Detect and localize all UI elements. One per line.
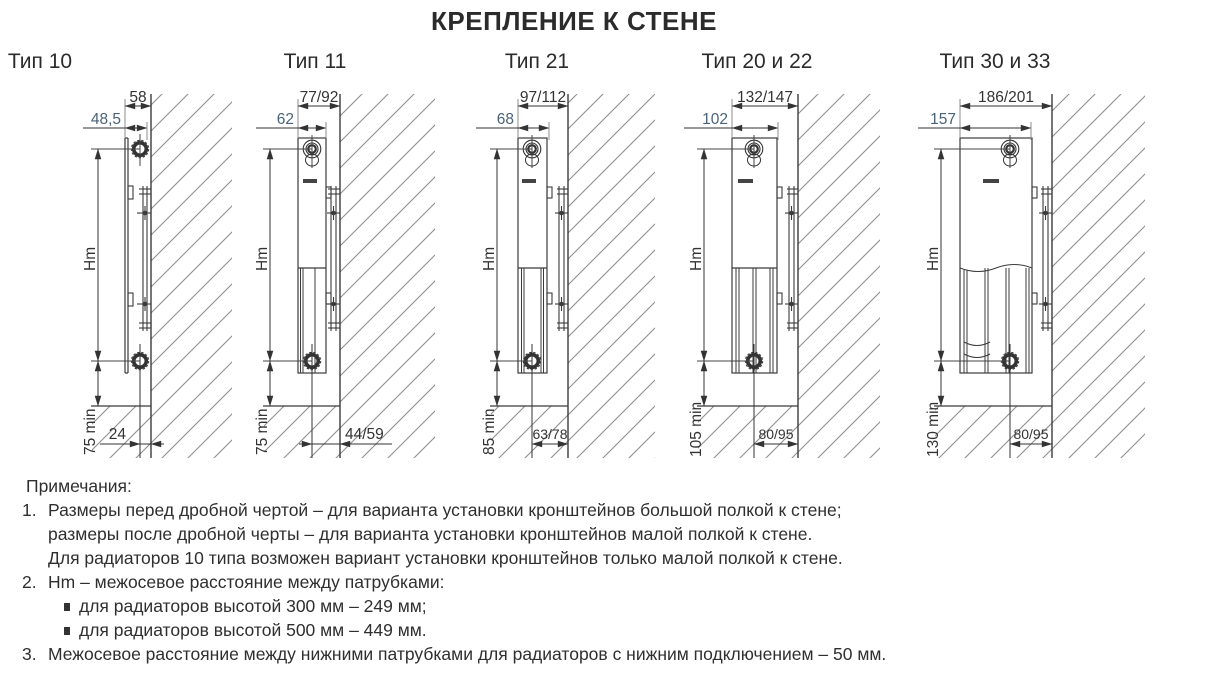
dim-floor-min: 85 min: [481, 408, 498, 455]
pipe-connections: [745, 135, 763, 370]
bullet-square-icon: [64, 603, 70, 611]
note-line: Межосевое расстояние между нижними патрубками для радиаторов с нижним подключением – 50 мм.: [48, 644, 887, 664]
mounting-bracket: [128, 186, 151, 331]
dim-height: Hm: [925, 246, 942, 271]
radiator-body: [125, 138, 128, 373]
dim-depth-bracket: 157: [930, 111, 956, 128]
note-item-2: [22, 570, 1202, 642]
dim-depth-total: 58: [129, 89, 147, 106]
note-bullet-text: для радиаторов высотой 300 мм – 249 мм;: [79, 596, 427, 616]
diagram-type-11-title: Тип 11: [283, 50, 347, 73]
note-item-1: [22, 498, 1202, 570]
dim-floor-min: 75 min: [254, 408, 271, 455]
note-line: Hm – межосевое расстояние между патрубками:: [48, 572, 445, 592]
diagram-type-11-drawing: [240, 86, 450, 466]
note-line: Для радиаторов 10 типа возможен вариант установки кронштейнов только малой полкой к стене.: [48, 548, 843, 568]
radiator-body: [732, 138, 777, 373]
note-bullet: [48, 618, 1202, 642]
note-line: размеры после дробной черты – для варианта установки кронштейнов малой полкой к стене.: [48, 524, 813, 544]
diagram-type-10-title: Тип 10: [7, 50, 73, 73]
dim-depth-total: 186/201: [977, 89, 1035, 106]
dim-floor-min: 75 min: [82, 408, 99, 455]
dim-bottom-offset: 24: [108, 426, 126, 443]
pipe-connections: [303, 135, 321, 370]
note-number: 2.: [22, 572, 37, 592]
pipe-connections: [523, 135, 541, 370]
diagram-type-10-drawing: [40, 86, 240, 466]
page-title: КРЕПЛЕНИЕ К СТЕНЕ: [431, 6, 717, 36]
radiator-body: [298, 138, 326, 373]
note-number: 3.: [22, 644, 37, 664]
diagram-type-21-title: Тип 21: [504, 50, 570, 73]
dim-floor-min: 130 min: [925, 401, 942, 457]
dim-depth-total: 132/147: [736, 89, 794, 106]
note-bullet: [48, 594, 1202, 618]
note-item-3: [22, 642, 1202, 666]
radiator-body: [960, 138, 1032, 373]
note-bullet-text: для радиаторов высотой 500 мм – 449 мм.: [79, 620, 427, 640]
dim-bottom-offset: 44/59: [345, 426, 384, 443]
diagram-type-30-33-drawing: [895, 86, 1155, 466]
dim-bottom-offset: 80/95: [1013, 426, 1049, 442]
dim-depth-bracket: 48,5: [90, 111, 121, 128]
dim-height: Hm: [481, 246, 498, 271]
notes-section: [22, 474, 1202, 666]
diagram-type-30-33-title: Тип 30 и 33: [939, 50, 1051, 73]
notes-heading: Примечания:: [26, 476, 132, 496]
dim-depth-bracket: 62: [276, 111, 294, 128]
pipe-connections: [1001, 135, 1019, 370]
dim-height: Hm: [82, 246, 99, 271]
diagram-type-20-22-drawing: [670, 86, 890, 466]
dim-depth-bracket: 102: [702, 111, 728, 128]
dim-depth-total: 97/112: [519, 89, 567, 106]
mounting-bracket: [326, 186, 340, 331]
dim-floor-min: 105 min: [688, 401, 705, 457]
dim-bottom-offset: 80/95: [758, 426, 794, 442]
mounting-bracket: [1032, 186, 1052, 331]
dim-depth-bracket: 68: [496, 111, 514, 128]
mounting-bracket: [547, 186, 568, 331]
dim-height: Hm: [688, 246, 705, 271]
dim-bottom-offset: 63/78: [532, 426, 568, 442]
bullet-square-icon: [64, 627, 70, 635]
note-line: Размеры перед дробной чертой – для варианта установки кронштейнов большой полкой к стене;: [48, 500, 842, 520]
mounting-bracket: [777, 186, 798, 331]
dim-height: Hm: [254, 246, 271, 271]
pipe-connections: [131, 134, 148, 370]
note-number: 1.: [22, 500, 37, 520]
dim-depth-total: 77/92: [299, 89, 339, 106]
radiator-body: [518, 138, 547, 373]
dimension-labels: [925, 89, 1049, 457]
diagram-type-21-drawing: [455, 86, 665, 466]
diagram-type-20-22-title: Тип 20 и 22: [701, 50, 813, 73]
